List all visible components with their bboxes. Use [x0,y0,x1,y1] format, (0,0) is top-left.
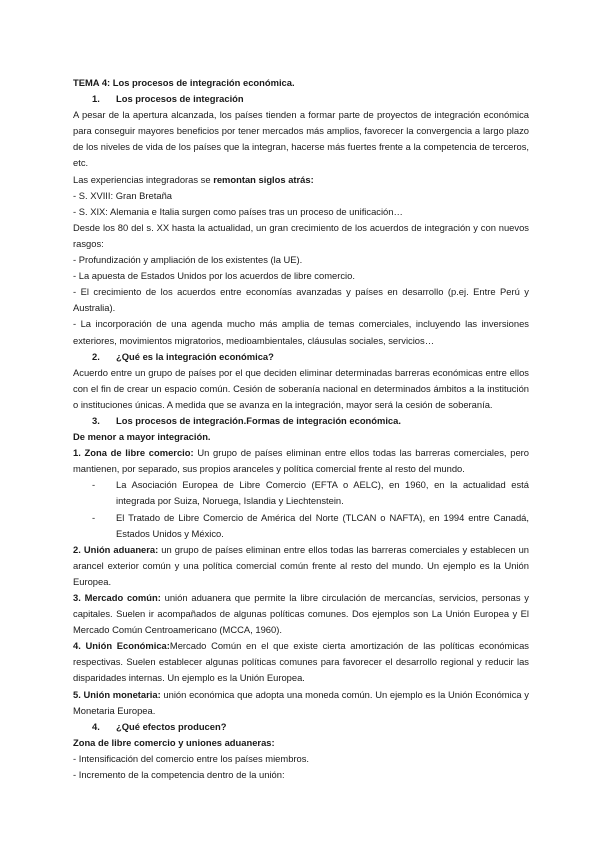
section-2-title: ¿Qué es la integración económica? [116,350,274,362]
section-1-number: 1. [92,93,100,105]
dash-bullet: - [92,511,96,523]
form-text: Un grupo de países eliminan entre ellos todas las barreras comerciales, pero mantienen, por separado, sus propios aranceles y política comercial frente al resto del mundo. [73,447,529,475]
trait-item: - El crecimiento de los acuerdos entre economías avanzadas y países en desarrollo (p.ej. Entre Perú y Australia). [73,286,529,314]
form-item [73,542,529,590]
effect-item: - Intensificación del comercio entre los países miembros. [73,752,310,764]
history-item: - S. XIX: Alemania e Italia surgen como países tras un proceso de unificación… [73,205,403,217]
section-1-intro: A pesar de la apertura alcanzada, los países tienden a formar parte de proyectos de integración económica para conseguir mayores beneficios por tener mercados más amplios, favorecer la convergencia a largo plazo de los niveles de vida de los países que la integran, hacerse más fuertes frente a la competencia de terceros, etc. [73,109,529,169]
section-2-heading [73,349,529,365]
document-title: TEMA 4: Los procesos de integración económica. [73,77,295,88]
example-item [73,477,529,509]
document-body [73,75,529,783]
dash-bullet: - [92,479,96,491]
form-item [73,590,529,638]
section-3-number: 3. [92,414,100,426]
form-item [73,445,529,477]
section-1-title: Los procesos de integración [116,93,244,105]
form-label: 2. Unión aduanera: [73,543,159,555]
form-text: Mercado Común en el que existe cierta amortización de las políticas económicas respectivas. Suelen establecer algunas políticas comunes para favorecer el desarrollo regional y reducir las disparidades internas. Un ejemplo es la Unión Europea. [73,640,529,684]
form-label: 4. Unión Económica: [73,640,170,652]
form-item [73,638,529,686]
example-text: El Tratado de Libre Comercio de América del Norte (TLCAN o NAFTA), en 1994 entre Canadá, Estados Unidos y México. [116,511,529,539]
section-3-subheading: De menor a mayor integración. [73,431,211,443]
trait-item: - Profundización y ampliación de los existentes (la UE). [73,254,303,266]
trait-item: - La apuesta de Estados Unidos por los acuerdos de libre comercio. [73,270,355,282]
form-label: 3. Mercado común: [73,592,161,603]
form-text: unión económica que adopta una moneda común. Un ejemplo es la Unión Económica y Monetaria Europea. [73,688,529,716]
section-4-subheading: Zona de libre comercio y uniones aduaneras: [73,736,275,748]
section-4-heading [73,719,529,735]
experiences-bold: remontan siglos atrás: [213,173,314,185]
section-3-title: Los procesos de integración.Formas de integración económica. [116,414,401,426]
section-4-title: ¿Qué efectos producen? [116,720,227,732]
form-text: un grupo de países eliminan entre ellos todas las barreras comerciales y establecen un arancel exterior común y una política comercial común frente al resto del mundo. Un ejemplo es la Unión Europea. [73,543,529,587]
section-4-number: 4. [92,720,100,732]
form-text: unión aduanera que permite la libre circulación de mercancías, servicios, personas y capitales. Suelen ir acompañados de algunas políticas comunes. Dos ejemplos son La Unión Europea y El Mercado Común Centroamericano (MCCA, 1960). [73,592,529,636]
experiences-text: Las experiencias integradoras se [73,173,214,185]
effect-item: - Incremento de la competencia dentro de la unión: [73,769,285,781]
section-2-number: 2. [92,350,100,362]
trait-item: - La incorporación de una agenda mucho más amplia de temas comerciales, incluyendo las inversiones exteriores, movimientos migratorios, medioambientales, cláusulas sociales, servicios… [73,318,529,346]
example-item [73,510,529,542]
experiences-line [73,172,529,188]
form-label: 1. Zona de libre comercio: [73,447,194,459]
section-2-text: Acuerdo entre un grupo de países por el que deciden eliminar determinadas barreras económicas entre ellos con el fin de crear un espacio común. Cesión de soberanía nacional en determinados ámbitos a la institución o instituciones únicas. A medida que se avanza en la integración, mayor será la cesión de soberanía. [73,366,529,410]
form-item [73,687,529,719]
example-text: La Asociación Europea de Libre Comercio (EFTA o AELC), en 1960, en la actualidad está integrada por Suiza, Noruega, Islandia y Liechtenstein. [116,479,529,507]
section-1-growth: Desde los 80 del s. XX hasta la actualidad, un gran crecimiento de los acuerdos de integración y con nuevos rasgos: [73,221,529,249]
section-3-heading [73,413,529,429]
history-item: - S. XVIII: Gran Bretaña [73,189,173,201]
form-label: 5. Unión monetaria: [73,688,161,700]
section-1-heading [73,91,529,107]
